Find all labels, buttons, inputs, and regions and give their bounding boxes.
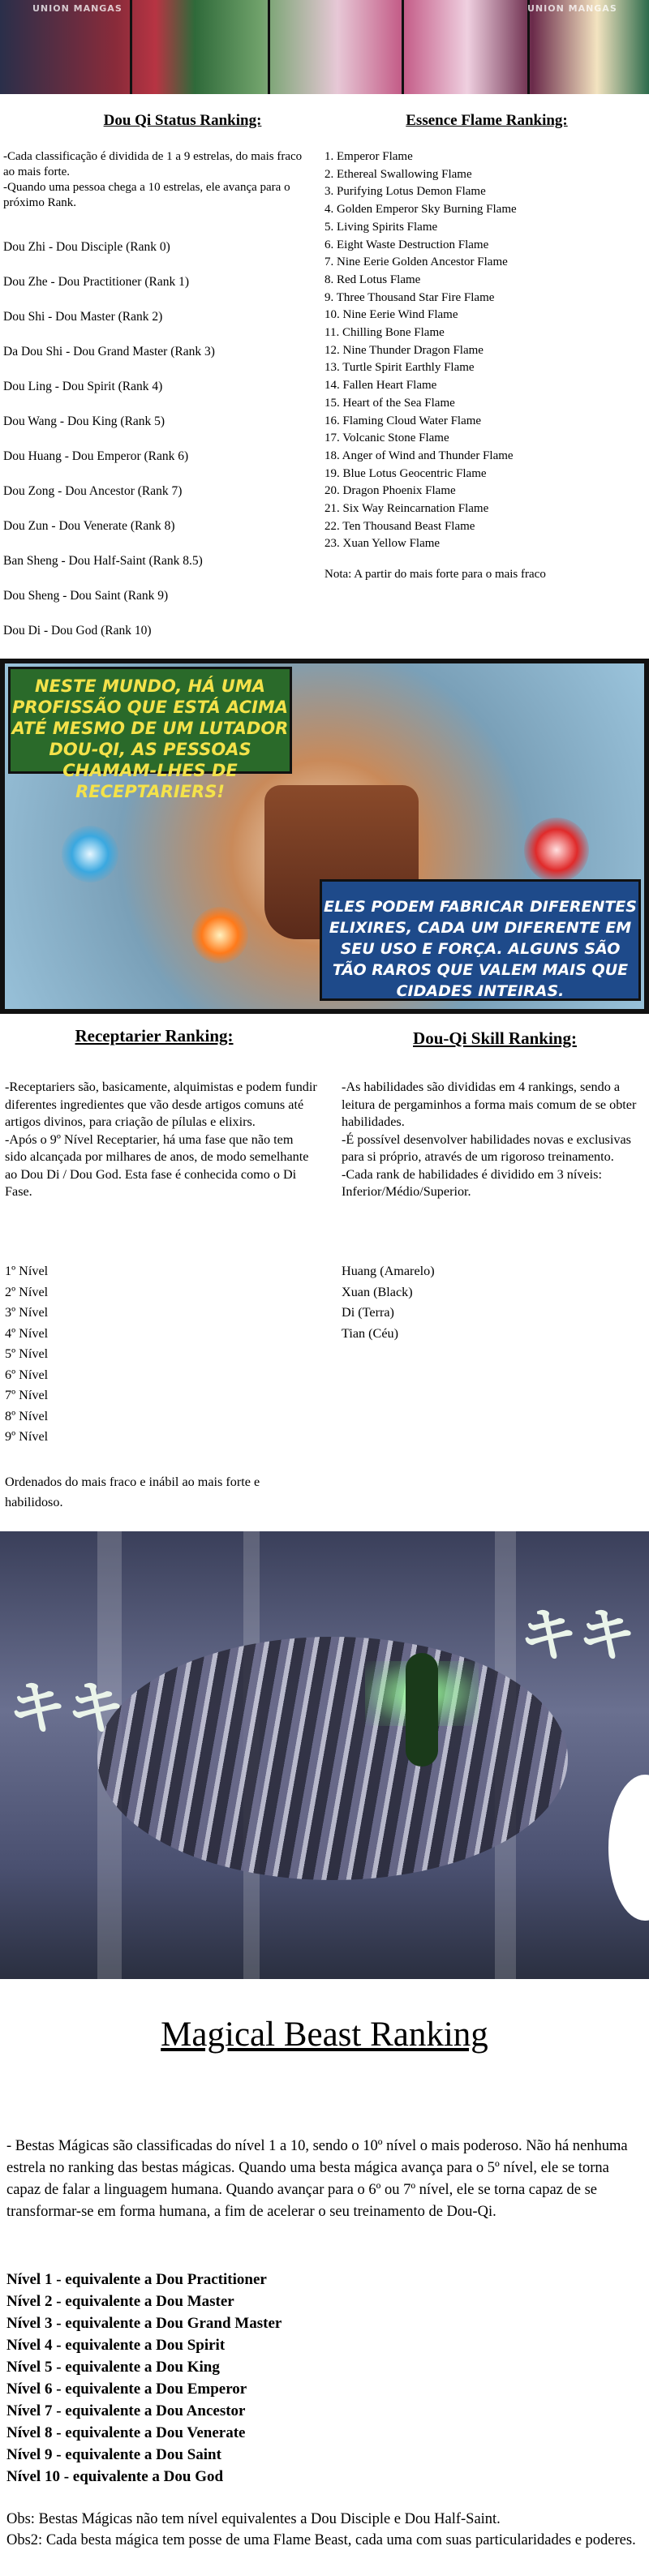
rank-item: Dou Zun - Dou Venerate (Rank 8): [3, 519, 175, 533]
rank-item: Dou Shi - Dou Master (Rank 2): [3, 310, 163, 324]
flame-ranking-title: Essence Flame Ranking:: [406, 112, 568, 129]
flame-item: 5. Living Spirits Flame: [324, 220, 438, 234]
skill-type-list: [342, 1261, 585, 1344]
magical-beast-level-list: [6, 2269, 461, 2488]
white-shape-edge: [608, 1775, 649, 1921]
magical-beast-title: Magical Beast Ranking: [161, 2016, 488, 2054]
receptarier-desc-line: -Receptariers são, basicamente, alquimistas e podem fundir diferentes ingredientes que vão desde artigos comuns até artigos divinos, para criação de pílulas e elixirs.: [5, 1080, 317, 1129]
sound-effect-left: キキ: [8, 1674, 126, 1742]
flame-item: 20. Dragon Phoenix Flame: [324, 484, 456, 498]
receptarier-level: 1º Nível: [5, 1264, 49, 1278]
status-ranking-title: Dou Qi Status Ranking:: [103, 112, 262, 129]
flame-item: 7. Nine Eerie Golden Ancestor Flame: [324, 255, 508, 269]
receptarier-level: 5º Nível: [5, 1346, 49, 1361]
speech-caption-bottom: ELES PODEM FABRICAR DIFERENTES ELIXIRES, CADA UM DIFERENTE EM SEU USO E FORÇA. ALGUNS SÃO TÃO RAROS QUE VALEM MAIS QUE CIDADES INTEIRAS.: [320, 879, 641, 1001]
panel-divider: [130, 0, 132, 94]
skill-type: Di (Terra): [342, 1305, 394, 1320]
beast-level: Nível 3 - equivalente a Dou Grand Master: [6, 2315, 282, 2332]
skill-ranking-title: Dou-Qi Skill Ranking:: [413, 1028, 577, 1048]
beast-desc-text: - Bestas Mágicas são classificadas do nível 1 a 10, sendo o 10º nível o mais poderoso. Não há nenhuma estrela no ranking das bestas mágicas. Quando uma besta mágica avança para o 5º nível, ele se torna capaz de falar a linguagem humana. Quando avançar para o 6º ou 7º nível, ele se torna capaz de se transformar-se em forma humana, a fim de acelerar o seu treinamento de Dou-Qi.: [6, 2138, 628, 2220]
rank-item: Dou Di - Dou God (Rank 10): [3, 624, 152, 638]
top-manga-banner: [0, 0, 649, 94]
skill-type: Xuan (Black): [342, 1284, 413, 1299]
flame-list: [324, 148, 633, 553]
receptarier-ranking-title: Receptarier Ranking:: [75, 1026, 234, 1045]
alchemy-manga-panel: [0, 659, 649, 1014]
flame-item: 12. Nine Thunder Dragon Flame: [324, 343, 484, 357]
receptarier-desc-line: -Após o 9º Nível Receptarier, há uma fase que não tem sido alcançada por milhares de anos, de modo semelhante ao Dou Di / Dou God. Esta fase é conhecida como o Di Fase.: [5, 1131, 309, 1199]
panel-background: [5, 663, 644, 1009]
status-rank-list: [3, 240, 312, 659]
magical-beast-description: [6, 2136, 639, 2223]
rank-item: Dou Zhi - Dou Disciple (Rank 0): [3, 240, 170, 254]
rank-item: Dou Ling - Dou Spirit (Rank 4): [3, 380, 163, 393]
beast-level: Nível 4 - equivalente a Dou Spirit: [6, 2337, 226, 2354]
beast-level: Nível 8 - equivalente a Dou Venerate: [6, 2424, 246, 2441]
rank-item: Dou Zhe - Dou Practitioner (Rank 1): [3, 275, 189, 289]
flame-item: 10. Nine Eerie Wind Flame: [324, 308, 458, 322]
panel-divider: [268, 0, 270, 94]
rank-item: Ban Sheng - Dou Half-Saint (Rank 8.5): [3, 554, 203, 568]
flame-item: 17. Volcanic Stone Flame: [324, 431, 449, 445]
beast-level: Nível 9 - equivalente a Dou Saint: [6, 2446, 221, 2463]
flame-item: 16. Flaming Cloud Water Flame: [324, 414, 482, 427]
receptarier-order-note: [5, 1472, 317, 1513]
flame-item: 3. Purifying Lotus Demon Flame: [324, 185, 486, 199]
sound-effect-right: キキ: [519, 1601, 637, 1669]
panel-divider: [527, 0, 530, 94]
blue-flame-orb: [62, 826, 118, 882]
rank-item: Dou Huang - Dou Emperor (Rank 6): [3, 449, 189, 463]
flame-item: 9. Three Thousand Star Fire Flame: [324, 290, 495, 304]
rank-item: Dou Zong - Dou Ancestor (Rank 7): [3, 484, 183, 498]
winged-figure-illustration: [406, 1653, 438, 1767]
flame-note: Nota: A partir do mais forte para o mais fraco: [324, 568, 546, 581]
receptarier-level-list: [5, 1261, 248, 1448]
status-desc-line: -Quando uma pessoa chega a 10 estrelas, ele avança para o próximo Rank.: [3, 181, 290, 209]
receptarier-order-text: Ordenados do mais fraco e inábil ao mais forte e habilidoso.: [5, 1475, 260, 1509]
beast-level: Nível 2 - equivalente a Dou Master: [6, 2293, 234, 2310]
beast-level: Nível 1 - equivalente a Dou Practitioner: [6, 2271, 267, 2288]
skill-type: Tian (Céu): [342, 1325, 398, 1341]
receptarier-level: 7º Nível: [5, 1388, 49, 1402]
beast-level: Nível 6 - equivalente a Dou Emperor: [6, 2381, 247, 2398]
rank-item: Dou Wang - Dou King (Rank 5): [3, 414, 165, 428]
flame-item: 18. Anger of Wind and Thunder Flame: [324, 449, 514, 462]
beast-obs-1: Obs: Bestas Mágicas não tem nível equivalentes a Dou Disciple e Dou Half-Saint.: [6, 2511, 501, 2527]
receptarier-level: 3º Nível: [5, 1305, 49, 1320]
flame-item: 15. Heart of the Sea Flame: [324, 396, 455, 410]
receptarier-description: [5, 1079, 317, 1201]
beast-level: Nível 5 - equivalente a Dou King: [6, 2359, 220, 2376]
flame-item: 21. Six Way Reincarnation Flame: [324, 502, 489, 516]
skill-type: Huang (Amarelo): [342, 1264, 435, 1278]
status-description: [3, 149, 312, 211]
flame-item: 8. Red Lotus Flame: [324, 273, 421, 286]
skill-desc-line: -As habilidades são divididas em 4 rankings, sendo a leitura de pergaminhos a forma mais comum de se obter habilidades.: [342, 1080, 637, 1129]
flame-item: 22. Ten Thousand Beast Flame: [324, 519, 475, 533]
receptarier-level: 6º Nível: [5, 1367, 49, 1382]
rank-item: Da Dou Shi - Dou Grand Master (Rank 3): [3, 345, 215, 358]
beast-obs-2: Obs2: Cada besta mágica tem posse de uma Flame Beast, cada uma com suas particularidades e poderes.: [6, 2532, 636, 2548]
receptarier-level: 9º Nível: [5, 1429, 49, 1444]
skill-description: [342, 1079, 646, 1201]
beast-level: Nível 10 - equivalente a Dou God: [6, 2468, 224, 2485]
flame-item: 23. Xuan Yellow Flame: [324, 537, 441, 551]
speech-caption-top: NESTE MUNDO, HÁ UMA PROFISSÃO QUE ESTÁ ACIMA ATÉ MESMO DE UM LUTADOR DOU-QI, AS PESSOAS CHAMAM-LHES DE RECEPTARIERS!: [8, 667, 292, 774]
serpent-beast-illustration: [97, 1637, 568, 1880]
receptarier-level: 8º Nível: [5, 1408, 49, 1423]
panel-divider: [402, 0, 404, 94]
flame-item: 6. Eight Waste Destruction Flame: [324, 238, 489, 251]
rank-item: Dou Sheng - Dou Saint (Rank 9): [3, 589, 169, 603]
flame-item: 13. Turtle Spirit Earthly Flame: [324, 361, 475, 375]
status-desc-line: -Cada classificação é dividida de 1 a 9 estrelas, do mais fraco ao mais forte.: [3, 150, 303, 178]
receptarier-level: 2º Nível: [5, 1284, 49, 1299]
receptarier-level: 4º Nível: [5, 1325, 49, 1341]
flame-item: 11. Chilling Bone Flame: [324, 326, 445, 340]
watermark-left: UNION MANGAS: [32, 3, 122, 14]
skill-desc-line: -Cada rank de habilidades é dividido em 3 níveis: Inferior/Médio/Superior.: [342, 1166, 602, 1199]
magical-beast-notes: [6, 2509, 639, 2551]
orange-flame-orb: [191, 907, 248, 964]
magical-beast-manga-panel: [0, 1531, 649, 1979]
flame-item: 4. Golden Emperor Sky Burning Flame: [324, 203, 517, 217]
beast-level: Nível 7 - equivalente a Dou Ancestor: [6, 2402, 246, 2419]
flame-item: 2. Ethereal Swallowing Flame: [324, 167, 472, 181]
skill-desc-line: -É possível desenvolver habilidades novas e exclusivas para si próprio, através de um rigoroso treinamento.: [342, 1131, 631, 1164]
red-flame-orb: [524, 818, 589, 882]
watermark-right: UNION MANGAS: [527, 3, 617, 14]
flame-item: 19. Blue Lotus Geocentric Flame: [324, 466, 487, 480]
flame-item: 1. Emperor Flame: [324, 150, 413, 163]
flame-item: 14. Fallen Heart Flame: [324, 379, 437, 393]
